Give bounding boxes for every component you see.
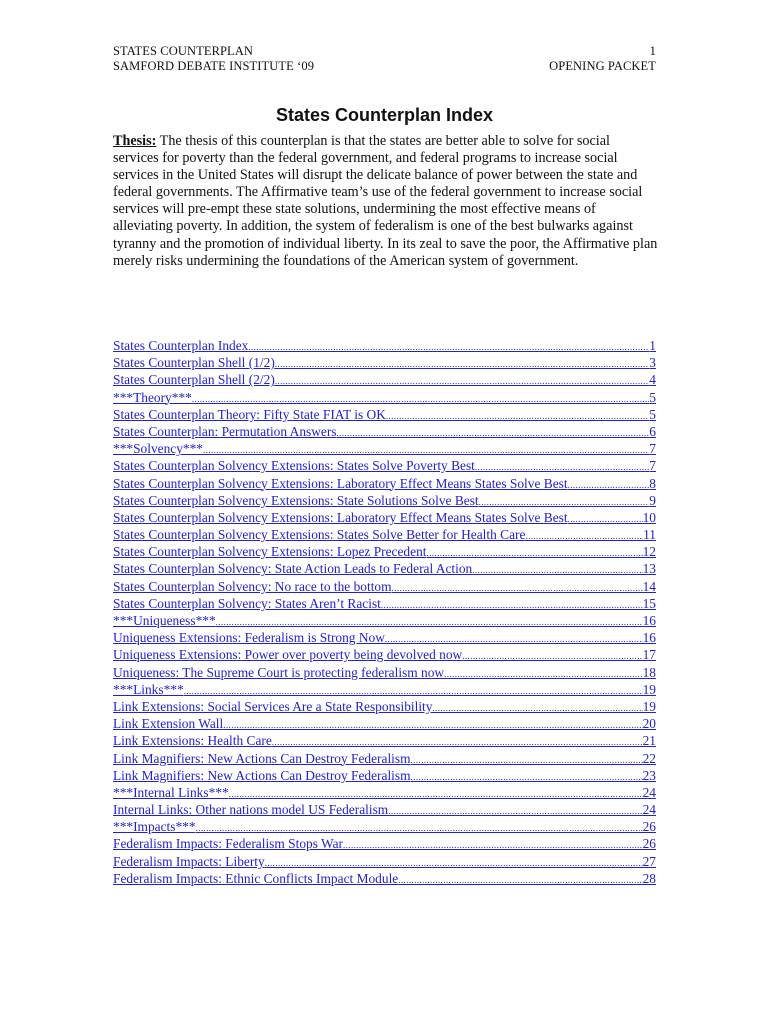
toc-entry-title: States Counterplan Solvency Extensions: Laboratory Effect Means States Solve Best <box>113 509 568 525</box>
toc-entry-link[interactable] <box>113 578 656 595</box>
toc-dot-leader <box>337 425 650 440</box>
toc-entry-page-number: 11 <box>643 527 656 543</box>
toc-entry-link[interactable] <box>113 475 656 492</box>
toc-entry-title: ***Links*** <box>113 681 184 697</box>
toc-entry-page-number: 21 <box>642 733 656 749</box>
toc-entry-page-number: 1 <box>649 338 656 353</box>
toc-entry-page-number: 26 <box>642 819 656 835</box>
toc-dot-leader <box>525 528 643 543</box>
header-packet-name: OPENING PACKET <box>549 59 656 73</box>
toc-dot-leader <box>386 408 649 423</box>
toc-entry-title: Link Extensions: Social Services Are a State Responsibility <box>113 698 433 714</box>
header-page-number: 1 <box>649 44 656 58</box>
toc-entry-link[interactable] <box>113 732 656 749</box>
thesis-paragraph <box>113 133 658 270</box>
toc-entry-link[interactable] <box>113 354 656 371</box>
toc-entry-title: Link Extensions: Health Care <box>113 733 272 749</box>
toc-dot-leader <box>381 597 643 612</box>
header-row-1 <box>113 44 656 59</box>
toc-entry-page-number: 15 <box>642 595 656 611</box>
header-row-2 <box>113 59 656 74</box>
toc-entry-page-number: 24 <box>642 784 656 800</box>
toc-entry-title: Federalism Impacts: Federalism Stops War <box>113 836 343 852</box>
toc-entry-link[interactable] <box>113 835 656 852</box>
toc-entry-title: States Counterplan Shell (2/2) <box>113 372 275 388</box>
table-of-contents <box>113 337 656 887</box>
toc-dot-leader <box>444 666 643 681</box>
toc-entry-page-number: 28 <box>642 870 656 886</box>
toc-entry-link[interactable] <box>113 560 656 577</box>
toc-entry-title: Link Magnifiers: New Actions Can Destroy Federalism <box>113 767 411 783</box>
toc-entry-link[interactable] <box>113 664 656 681</box>
toc-entry-page-number: 17 <box>642 647 656 663</box>
page-title: States Counterplan Index <box>275 105 494 125</box>
header-institute: SAMFORD DEBATE INSTITUTE ‘09 <box>113 59 315 73</box>
toc-entry-link[interactable] <box>113 509 656 526</box>
toc-entry-page-number: 5 <box>649 389 656 405</box>
toc-entry-link[interactable] <box>113 423 656 440</box>
toc-dot-leader <box>216 614 643 629</box>
toc-entry-page-number: 5 <box>649 406 656 422</box>
toc-entry-title: ***Impacts*** <box>113 819 196 835</box>
toc-dot-leader <box>568 511 643 526</box>
toc-entry-page-number: 13 <box>642 561 656 577</box>
toc-entry-page-number: 19 <box>642 698 656 714</box>
toc-dot-leader <box>411 752 643 767</box>
toc-entry-page-number: 18 <box>642 664 656 680</box>
toc-dot-leader <box>388 803 642 818</box>
toc-dot-leader <box>184 683 643 698</box>
toc-dot-leader <box>203 442 649 457</box>
toc-dot-leader <box>398 872 642 887</box>
toc-entry-link[interactable] <box>113 457 656 474</box>
toc-entry-page-number: 19 <box>642 681 656 697</box>
toc-dot-leader <box>275 373 650 388</box>
toc-entry-page-number: 7 <box>649 441 656 457</box>
toc-entry-link[interactable] <box>113 543 656 560</box>
toc-dot-leader <box>385 631 643 646</box>
toc-entry-title: States Counterplan Solvency Extensions: State Solutions Solve Best <box>113 492 479 508</box>
toc-entry-link[interactable] <box>113 406 656 423</box>
toc-dot-leader <box>432 700 642 715</box>
toc-entry-page-number: 8 <box>649 475 656 491</box>
toc-entry-link[interactable] <box>113 595 656 612</box>
header-file-title: STATES COUNTERPLAN <box>113 44 254 58</box>
toc-dot-leader <box>192 391 649 406</box>
toc-entry-page-number: 24 <box>642 802 656 818</box>
toc-entry-link[interactable] <box>113 715 656 732</box>
toc-entry-link[interactable] <box>113 612 656 629</box>
toc-entry-title: States Counterplan: Permutation Answers <box>113 423 337 439</box>
toc-entry-title: States Counterplan Solvency Extensions: Laboratory Effect Means States Solve Best <box>113 475 568 491</box>
toc-entry-title: States Counterplan Solvency Extensions: Lopez Precedent <box>113 544 427 560</box>
toc-entry-title: Uniqueness: The Supreme Court is protecting federalism now <box>113 664 445 680</box>
toc-entry-title: ***Solvency*** <box>113 441 204 457</box>
toc-dot-leader <box>568 477 650 492</box>
toc-entry-title: Uniqueness Extensions: Federalism is Strong Now <box>113 630 385 646</box>
toc-entry-title: States Counterplan Theory: Fifty State FIAT is OK <box>113 406 386 422</box>
toc-entry-link[interactable] <box>113 492 656 509</box>
toc-entry-title: Federalism Impacts: Liberty <box>113 853 265 869</box>
toc-entry-title: States Counterplan Shell (1/2) <box>113 355 275 371</box>
toc-dot-leader <box>479 494 650 509</box>
page-header <box>113 44 656 74</box>
toc-entry-page-number: 6 <box>649 423 656 439</box>
toc-dot-leader <box>275 356 650 371</box>
toc-entry-title: States Counterplan Solvency: No race to the bottom <box>113 578 392 594</box>
toc-entry-link[interactable] <box>113 767 656 784</box>
thesis-label: Thesis: <box>113 133 157 149</box>
toc-entry-page-number: 9 <box>649 492 656 508</box>
toc-entry-link[interactable] <box>113 389 656 406</box>
toc-entry-title: ***Internal Links*** <box>113 784 229 800</box>
toc-dot-leader <box>427 545 643 560</box>
toc-entry-link[interactable] <box>113 853 656 870</box>
toc-entry-title: Uniqueness Extensions: Power over poverty being devolved now <box>113 647 463 663</box>
toc-entry-page-number: 16 <box>642 630 656 646</box>
toc-dot-leader <box>472 562 642 577</box>
toc-entry-link[interactable] <box>113 698 656 715</box>
thesis-text: The thesis of this counterplan is that the states are better able to solve for social services for poverty than the federal government, and federal programs to increase social services in the United States will disrupt the delicate balance of power between the state and federal governments. The Affirmative team’s use of the federal government to increase social services will pre-empt these state solutions, undermining the most effective means of alleviating poverty. In addition, the system of federalism is one of the best bulwarks against tyranny and the promotion of individual liberty. In its zeal to save the poor, the Affirmative plan merely risks undermining the foundations of the American system of government. <box>113 133 658 269</box>
toc-entry-page-number: 16 <box>642 613 656 628</box>
toc-entry-page-number: 14 <box>642 578 656 594</box>
toc-entry-link[interactable] <box>113 646 656 663</box>
toc-entry-page-number: 10 <box>642 509 656 525</box>
toc-entry-link[interactable] <box>113 526 656 543</box>
toc-entry-title: Link Extension Wall <box>113 716 224 732</box>
toc-entry-link[interactable] <box>113 818 656 835</box>
toc-entry-title: Internal Links: Other nations model US Federalism <box>113 802 389 818</box>
toc-entry-link[interactable] <box>113 371 656 388</box>
toc-entry-link[interactable] <box>113 681 656 698</box>
toc-entry-title: Federalism Impacts: Ethnic Conflicts Impact Module <box>113 870 399 886</box>
toc-entry-page-number: 20 <box>642 716 656 732</box>
toc-entry-link[interactable] <box>113 870 656 887</box>
toc-dot-leader <box>475 459 649 474</box>
toc-entry-title: States Counterplan Solvency: States Aren’t Racist <box>113 595 381 611</box>
toc-entry-page-number: 22 <box>642 750 656 766</box>
toc-dot-leader <box>196 820 643 835</box>
toc-entry-link[interactable] <box>113 784 656 801</box>
toc-entry-link[interactable] <box>113 337 656 354</box>
toc-dot-leader <box>411 769 643 784</box>
toc-entry-page-number: 26 <box>642 836 656 852</box>
toc-entry-link[interactable] <box>113 629 656 646</box>
toc-dot-leader <box>265 855 643 870</box>
toc-entry-page-number: 12 <box>642 544 656 560</box>
toc-entry-page-number: 4 <box>649 372 656 388</box>
toc-entry-title: ***Theory*** <box>113 389 192 405</box>
toc-entry-page-number: 7 <box>649 458 656 474</box>
toc-dot-leader <box>229 786 643 801</box>
toc-entry-page-number: 3 <box>649 355 656 371</box>
toc-dot-leader <box>248 339 649 354</box>
toc-dot-leader <box>272 734 643 749</box>
toc-entry-title: ***Uniqueness*** <box>113 613 216 628</box>
toc-entry-title: States Counterplan Solvency Extensions: States Solve Poverty Best <box>113 458 475 474</box>
toc-entry-title: Link Magnifiers: New Actions Can Destroy Federalism <box>113 750 411 766</box>
toc-entry-link[interactable] <box>113 440 656 457</box>
toc-entry-title: States Counterplan Solvency Extensions: States Solve Better for Health Care <box>113 527 526 543</box>
toc-entry-link[interactable] <box>113 801 656 818</box>
toc-entry-page-number: 27 <box>642 853 656 869</box>
toc-dot-leader <box>462 648 642 663</box>
toc-entry-page-number: 23 <box>642 767 656 783</box>
toc-dot-leader <box>223 717 642 732</box>
toc-dot-leader <box>343 837 643 852</box>
toc-dot-leader <box>392 580 643 595</box>
toc-entry-title: States Counterplan Solvency: State Action Leads to Federal Action <box>113 561 473 577</box>
toc-entry-title: States Counterplan Index <box>113 338 249 353</box>
toc-entry-link[interactable] <box>113 750 656 767</box>
